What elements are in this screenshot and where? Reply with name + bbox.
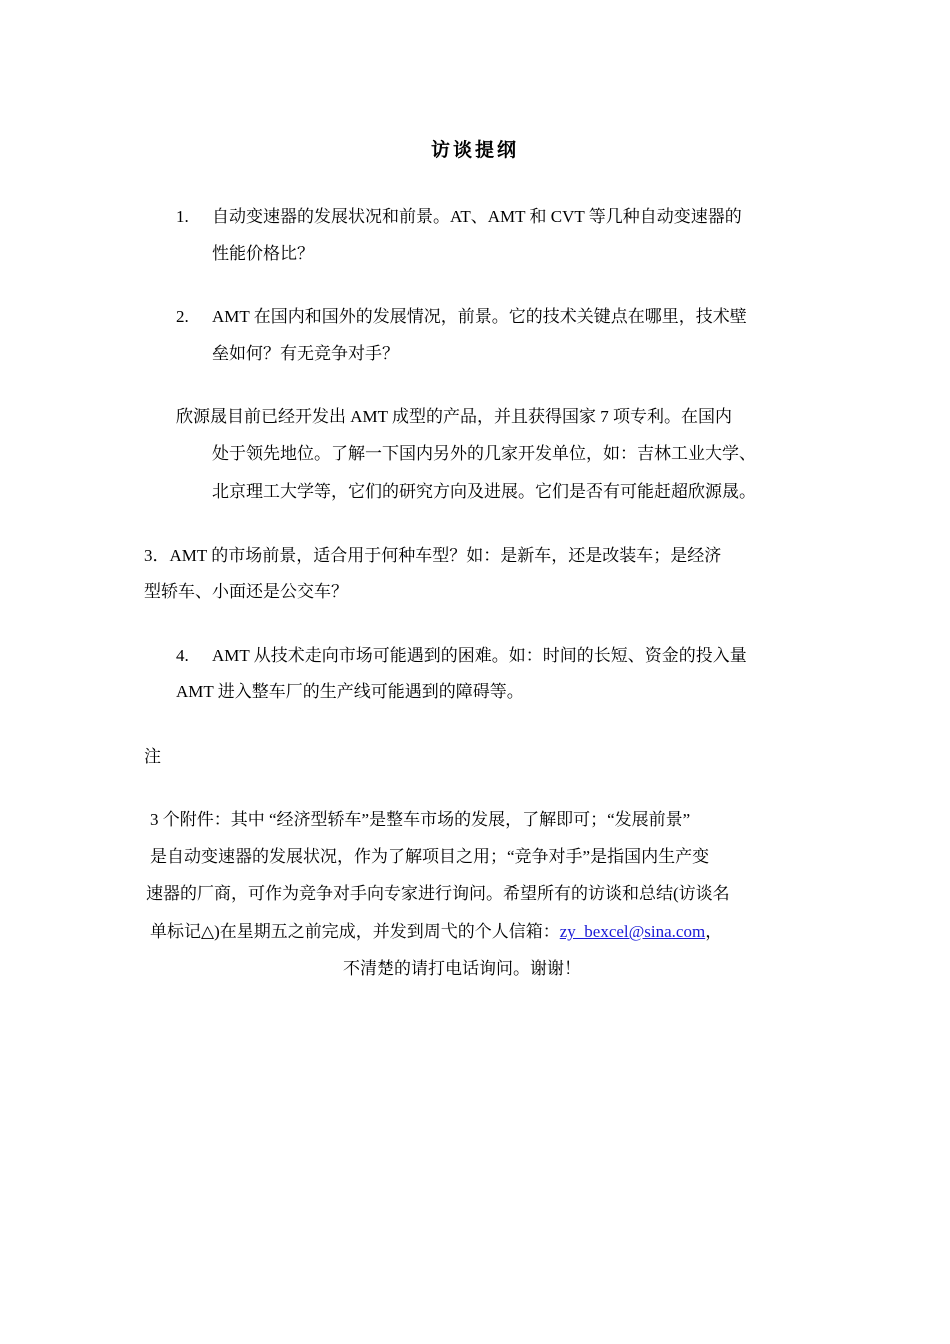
attachments-line-3: 速器的厂商，可作为竞争对手向专家进行询问。希望所有的访谈和总结(访谈名 bbox=[146, 884, 730, 903]
q2-line-1: AMT 在国内和国外的发展情况，前景。它的技术关键点在哪里，技术壁 bbox=[212, 307, 747, 326]
attachments-line-4-suffix: ， bbox=[705, 922, 723, 941]
q3-line-1: 3．AMT 的市场前景，适合用于何种车型？如：是新车，还是改装车；是经济 bbox=[144, 546, 722, 565]
document-title: 访谈提纲 bbox=[430, 140, 519, 161]
q2-note-line-3: 北京理工大学等，它们的研究方向及进展。它们是否有可能赶超欣源晟。 bbox=[212, 482, 756, 501]
q4-line-2: AMT 进入整车厂的生产线可能遇到的障碍等。 bbox=[176, 682, 524, 701]
attachments-line-1: 3 个附件：其中 “经济型轿车”是整车市场的发展，了解即可；“发展前景” bbox=[150, 810, 691, 829]
q1-line-1: 自动变速器的发展状况和前景。AT、AMT 和 CVT 等几种自动变速器的 bbox=[212, 207, 742, 226]
note-label: 注 bbox=[144, 747, 161, 766]
q1-line-2: 性能价格比？ bbox=[212, 244, 314, 263]
q2-number: 2. bbox=[176, 307, 189, 326]
email-link[interactable]: zy_bexcel@sina.com bbox=[559, 922, 706, 941]
q2-note-line-2: 处于领先地位。了解一下国内另外的几家开发单位，如：吉林工业大学、 bbox=[212, 444, 756, 463]
q2-line-2: 垒如何？有无竞争对手？ bbox=[212, 344, 399, 363]
q1-number: 1. bbox=[176, 207, 189, 226]
q4-number: 4. bbox=[176, 646, 189, 665]
attachments-line-2: 是自动变速器的发展状况，作为了解项目之用；“竞争对手”是指国内生产变 bbox=[150, 847, 710, 866]
attachments-line-4 bbox=[150, 921, 722, 943]
attachments-line-5: 不清楚的请打电话询问。谢谢！ bbox=[343, 959, 581, 978]
attachments-line-4-prefix: 单标记△)在星期五之前完成，并发到周弋的个人信箱： bbox=[150, 922, 560, 941]
q3-line-2: 型轿车、小面还是公交车？ bbox=[144, 582, 348, 601]
q4-line-1: AMT 从技术走向市场可能遇到的困难。如：时间的长短、资金的投入量 bbox=[212, 646, 747, 665]
q2-note-line-1: 欣源晟目前已经开发出 AMT 成型的产品，并且获得国家 7 项专利。在国内 bbox=[176, 407, 732, 426]
